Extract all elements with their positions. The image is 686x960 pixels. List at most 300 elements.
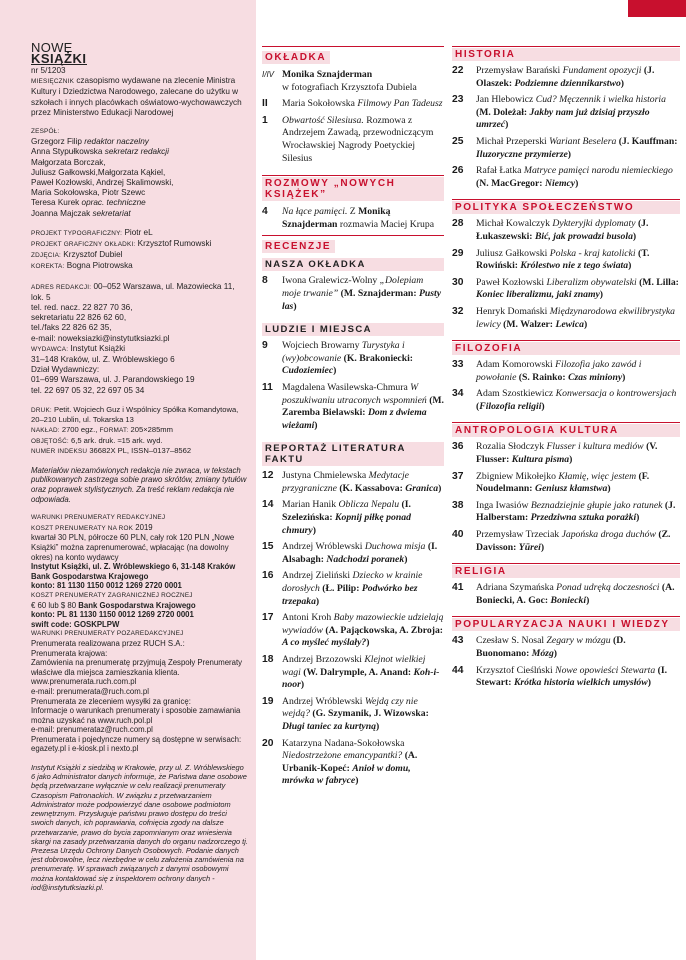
credit-label: PROJEKT TYPOGRAFICZNY: <box>31 229 123 237</box>
member-name: Juliusz Gałkowski,Małgorzata Kąkiel, <box>31 167 166 177</box>
team-list <box>31 137 248 219</box>
reviewed-author: (M. Lilla: <box>636 276 679 288</box>
article-title: W poszukiwaniu utraconych wspomnień <box>282 381 427 406</box>
toc-entry[interactable] <box>452 94 680 132</box>
reviewed-author: (Z. Davisson: <box>476 529 671 553</box>
reviewed-author: (J. Kauffman: <box>616 135 678 147</box>
magazine-logo: NOWE KSIĄŻKI <box>31 40 87 66</box>
reviewed-book-title: Podwórko bez trzepaka <box>282 583 418 607</box>
entry-text <box>476 65 680 90</box>
entry-text <box>282 382 444 432</box>
reviewer-name: Adriana Szymańska <box>476 582 557 594</box>
external-subscription-line: Prenumerata ze zleceniem wysyłki za granicę: <box>31 696 191 706</box>
entry-text-part: Z <box>347 206 359 218</box>
disclaimer: Materiałów niezamówionych redakcja nie zwraca, w tekstach publikowanych zastrzega sobie prawo skrótów, zmiany tytułów oraz poprawek stylistycznych. Za treść reklam redakcja nie odpowiada. <box>31 465 247 504</box>
reviewed-book-title: A co myśleć myślały? <box>282 637 367 649</box>
toc-entry[interactable] <box>452 500 680 525</box>
article-title: Klejnot wielkiej wagi <box>282 654 426 678</box>
entry-text <box>476 529 680 554</box>
page-number: 4 <box>262 206 268 218</box>
reviewed-author: (M. Walzer: <box>500 318 556 330</box>
reviewed-author: (K. Kassabova: <box>336 482 406 494</box>
section-heading: RELIGIA <box>452 565 680 578</box>
reviewed-book-title: Kultura pisma <box>511 454 570 466</box>
credit-label: PROJEKT GRAFICZNY OKŁADKI: <box>31 241 136 249</box>
closing-paren: ) <box>632 230 637 242</box>
section-rule <box>452 199 680 200</box>
article-title: Fundament opozycji <box>562 65 642 76</box>
entry-text <box>282 470 444 495</box>
credit-value: Bogna Piotrowska <box>64 261 133 271</box>
reviewed-book-title: Przedziwna sztuka porażki <box>530 512 637 524</box>
subsection-heading: NASZA OKŁADKA <box>262 258 444 271</box>
toc-entry[interactable] <box>262 115 444 165</box>
toc-entry[interactable] <box>452 306 680 331</box>
reviewed-author: (T. Rowiński: <box>476 247 650 272</box>
reviewed-author: (J. Łukaszewski: <box>476 218 649 242</box>
reviewer-name: Michał Kowalczyk <box>476 218 553 230</box>
closing-paren: ) <box>540 541 545 553</box>
article-title: Ponad udręką doczesności <box>556 582 660 594</box>
article-title: Cud? Męczennik i wielka historia <box>535 94 666 106</box>
page-number: 19 <box>262 695 274 707</box>
toc-entry[interactable] <box>262 206 444 231</box>
entry-text <box>476 94 680 132</box>
reviewed-author: (W. Dalrymple, A. Anand: <box>300 666 414 678</box>
page-number: II <box>262 98 268 110</box>
toc-entry[interactable] <box>452 471 680 496</box>
editorial-team: ZESPÓŁ: Grzegorz Filip redaktor naczelny Anna Stypułkowska sekretarz redakcji Małgorzata Borczak, Juliusz Gałkowski,Małgorzata Kąkiel, Paweł Kozłowski, Andrzej Skalimowski, Maria Sokołowska, Piotr Szewc Teresa Kurek oprac. techniczne Joanna Majczak sekretariat <box>31 127 248 219</box>
entry-text <box>476 306 680 331</box>
closing-paren: ) <box>300 679 305 691</box>
team-member <box>31 209 248 219</box>
article-title: Wejdą czy nie wejdą? <box>282 695 418 720</box>
reviewer-name: Rafał Łatka <box>476 165 524 177</box>
page-number: 20 <box>262 737 274 749</box>
toc-entry[interactable] <box>262 570 444 608</box>
page-number: 11 <box>262 381 273 393</box>
page-number: 8 <box>262 275 268 287</box>
entry-text <box>282 275 444 313</box>
closing-paren: ) <box>375 720 380 732</box>
external-subscription-line: Informacje o warunkach prenumeraty i sposobie zamawiania można uzyskać na www.ruch.pol.pl <box>31 706 241 725</box>
article-title: Wariant Beselera <box>549 135 617 147</box>
team-member <box>31 198 248 208</box>
article-title: Dykteryjki dyplomaty <box>552 218 636 230</box>
reviewer-name: Andrzej Wróblewski <box>282 541 365 553</box>
member-role: sekretarz redakcji <box>104 147 169 157</box>
closing-paren: ) <box>314 419 318 431</box>
closing-paren: ) <box>567 148 571 160</box>
team-member <box>31 147 248 157</box>
reviewed-author: (M. Zaremba Bielawski: <box>282 394 444 419</box>
reviewed-book-title: Geniusz kłamstwa <box>534 483 608 495</box>
closing-paren: ) <box>599 289 604 301</box>
email-link[interactable]: e-mail: noweksiazki@instytutksiazki.pl <box>31 333 170 343</box>
closing-paren: ) <box>607 483 611 495</box>
section-rule <box>262 46 444 47</box>
entry-text <box>476 582 680 607</box>
reviewer-name: Marian Hanik <box>282 499 339 511</box>
article-title: Obwartość Silesiusa. <box>282 114 364 126</box>
member-name: Paweł Kozłowski, Andrzej Skalimowski, <box>31 178 174 188</box>
toc-entry[interactable] <box>262 275 444 313</box>
reviewer-name: Przemysław Trzeciak <box>476 529 562 541</box>
section-rule <box>452 422 680 423</box>
article-title: Nowe opowieści Stewarta <box>555 664 656 676</box>
reviewed-book-title: Bić, jak prowadzi busola <box>534 230 633 242</box>
article-title: Japońska droga duchów <box>561 529 656 541</box>
external-subscription-line: e-mail: prenumerata@ruch.com.pl <box>31 686 149 696</box>
section-heading: HISTORIA <box>452 48 680 61</box>
page-number: 37 <box>452 470 464 482</box>
reviewed-author: (G. Szymanik, J. Wizowska: <box>309 708 429 720</box>
closing-paren: ) <box>366 637 370 649</box>
reviewed-book-title: Koniec liberalizmu, jaki znamy <box>476 289 600 301</box>
page-number: 34 <box>452 388 464 400</box>
reviewed-author: (I. Stewart: <box>476 664 668 689</box>
reviewer-name: Iwona Gralewicz-Wolny <box>282 275 380 287</box>
entry-text-part: w fotografiach Krzysztofa Dubiela <box>282 81 417 93</box>
entry-text-part: Rozmowa z Andrzejem Zawadą, przewodniczącym Wrocławskiej Nagrody Poetyckiej Silesius <box>282 114 434 164</box>
reviewed-author: (I. Alsabagh: <box>282 541 438 565</box>
reviewed-book-title: Nadchodzi poranek <box>326 553 405 565</box>
subsection-heading: LUDZIE I MIEJSCA <box>262 323 444 336</box>
reviewed-book-title: Podziemne dziennikarstwo <box>514 77 621 89</box>
section-rule <box>262 235 444 236</box>
toc-entry[interactable] <box>452 388 680 413</box>
page-number: 43 <box>452 635 464 647</box>
closing-paren: ) <box>586 594 590 606</box>
page-number: 28 <box>452 218 464 230</box>
toc-entry[interactable] <box>262 98 444 111</box>
reviewer-name: Czesław S. Nosal <box>476 635 547 647</box>
reviewed-book-title: Yūrei <box>518 541 541 553</box>
reviewed-author: (N. MacGregor: <box>476 177 545 189</box>
article-title: Konwersacja o kontrowersjach <box>555 388 677 400</box>
reviewed-author: (A. Boniecki, A. Goc: <box>476 582 675 606</box>
page-number: 25 <box>452 135 464 147</box>
credit-value: Piotr eL <box>122 227 153 237</box>
magazine-description: MIESIĘCZNIK czasopismo wydawane na zlecenie Ministra Kultury i Dziedzictwa Narodowego, zalecane do użytku w szkołach i innych placówkach oświatowo-wychowawczych przez Ministerstwo Edukacji Narodowej <box>31 76 242 117</box>
reviewed-book-title: Czas miniony <box>568 371 623 383</box>
reviewer-name: Adam Szostkiewicz <box>476 388 556 400</box>
reviewer-name: Krzysztof Cieślński <box>476 664 556 676</box>
interviewee-name: Moniką Sznajderman <box>282 206 391 230</box>
page-number: 23 <box>452 94 464 106</box>
reviewed-book-title: Iluzoryczne przymierze <box>476 148 568 160</box>
article-title: Turystyka i (wy)obcowanie <box>282 340 405 364</box>
article-title: Kłamię, więc jestem <box>558 470 637 482</box>
page-number: 1 <box>262 114 268 126</box>
reviewed-author: (Ł. Pilip: <box>319 583 362 595</box>
external-subscription <box>31 639 248 754</box>
author-name: Monika Sznajderman <box>282 69 373 80</box>
page-number: 12 <box>262 470 274 482</box>
toc-entry[interactable] <box>452 136 680 161</box>
page-number: 36 <box>452 441 464 453</box>
page-number: 18 <box>262 654 274 665</box>
entry-text <box>476 635 680 660</box>
external-subscription-line: Zamówienia na prenumeratę przyjmują Zespoły Prenumeraty właściwe dla miejsca zamieszkania klienta. <box>31 658 243 677</box>
entry-text <box>476 441 680 466</box>
closing-paren: ) <box>553 648 558 659</box>
member-name: Teresa Kurek <box>31 198 82 208</box>
toc-entry[interactable] <box>262 541 444 566</box>
page-number: 26 <box>452 165 464 177</box>
reviewed-author: (J. Halberstam: <box>476 499 676 524</box>
member-role: redaktor naczelny <box>84 137 149 147</box>
credit-line <box>31 228 248 239</box>
closing-paren: ) <box>333 365 337 377</box>
closing-paren: ) <box>575 177 579 189</box>
toc-entry[interactable] <box>262 470 444 495</box>
credit-line <box>31 239 248 250</box>
page-number: 14 <box>262 499 274 511</box>
entry-text <box>282 115 444 165</box>
external-subscription-line: e-mail: prenumerataz@ruch.com.pl <box>31 725 153 735</box>
reviewed-book-title: Królestwo nie z tego świata <box>520 260 629 272</box>
reviewer-name: Adam Komorowski <box>476 359 556 371</box>
reviewer-name: Andrzej Zieliński <box>282 570 353 582</box>
team-member <box>31 137 248 147</box>
reviewer-name: Antoni Kroh <box>282 612 334 624</box>
member-name: Małgorzata Borczak, <box>31 157 106 167</box>
team-member <box>31 168 248 178</box>
entry-text <box>476 277 680 302</box>
reviewed-book-title: Długi taniec za kurtyną <box>282 720 376 732</box>
toc-entry[interactable] <box>262 340 444 378</box>
reviewed-author: (V. Flusser: <box>476 441 658 466</box>
reviewed-author: (J. Olaszek: <box>476 65 655 89</box>
article-title: Oblicza Nepalu <box>338 499 400 511</box>
closing-paren: ) <box>647 677 651 689</box>
entry-text <box>282 98 444 111</box>
toc-entry[interactable] <box>452 277 680 302</box>
reviewer-name: Justyna Chmielewska <box>282 470 369 482</box>
reviewer-name: Magdalena Wasilewska-Chmura <box>282 381 411 393</box>
reviewed-author: (M. Sznajderman: <box>338 287 419 299</box>
page-number: 32 <box>452 305 464 317</box>
entry-text <box>282 340 444 378</box>
reviewed-author: (S. Rainko: <box>516 371 569 383</box>
reviewer-name: Zbigniew Mikołejko <box>476 470 559 482</box>
page-number: 33 <box>452 359 464 371</box>
reviewed-book-title: Lewica <box>555 318 584 330</box>
credit-label: ZDJĘCIA: <box>31 252 62 260</box>
article-title: Baby mazowieckie udzielają wywiadów <box>282 612 444 636</box>
reviewed-book-title: Kopnij piłkę ponad chmury <box>282 512 411 536</box>
subscription-info: WARUNKI PRENUMERATY REDAKCYJNEJ KOSZT PRENUMERATY NA ROK 2019 kwartał 30 PLN, półrocze 60 PLN, cały rok 120 PLN „Nowe Książki” można zaprenumerować, wpłacając (na dowolny okres) na konto wydawcy Instytut Książki, ul. Z. Wróblewskiego 6, 31-148 Kraków Bank Gospodarstwa Krajowego konto: 81 1130 1150 0012 1269 2720 0001 KOSZT PRENUMERATY ZAGRANICZNEJ ROCZNEJ € 60 lub $ 80 Bank Gospodarstwa Krajowego konto: PL 81 1130 1150 0012 1269 2720 0001 swift code: GOSKPLPW WARUNKI PRENUMERATY POZAREDAKCYJNEJ Prenumerata realizowana przez RUCH S.A.: Prenumerata krajowa: Zamówienia na prenumeratę przyjmują Zespoły Prenumeraty właściwe dla miejsca zamieszkania klienta. www.prenumerata.ruch.com.pl e-mail: prenumerata@ruch.com.pl Prenumerata ze zleceniem wysyłki za granicę: Informacje o warunkach prenumeraty i sposobie zamawiania można uzyskać na www.ruch.pol.pl e-mail: prenumerataz@ruch.com.pl Prenumerata i pojedyncze numery są dostępne w serwisach: egazety.pl i e-kiosk.pl i nexto.pl <box>31 513 248 754</box>
toc-entry[interactable] <box>452 248 680 273</box>
credit-label: KOREKTA: <box>31 263 65 271</box>
toc-entry[interactable] <box>452 359 680 384</box>
credits <box>31 228 248 273</box>
entry-text <box>282 738 444 788</box>
closing-paren: ) <box>620 77 625 89</box>
reviewer-name: Andrzej Brzozowski <box>282 654 365 665</box>
reviewed-book-title: Cudoziemiec <box>282 365 334 377</box>
reviewed-author: (A. Pająckowska, A. Zbroja: <box>322 624 444 636</box>
toc-entry[interactable] <box>452 165 680 190</box>
toc-entry[interactable] <box>262 382 444 432</box>
article-title: Filmowy Pan Tadeusz <box>357 98 443 110</box>
section-rule <box>262 175 444 176</box>
entry-text <box>282 612 444 650</box>
entry-text <box>476 665 680 690</box>
entry-text <box>282 499 444 537</box>
reviewed-book-title: Koh-i-noor <box>282 666 440 691</box>
article-title: Na łące pamięci. <box>282 206 348 218</box>
section-heading: POPULARYZACJA NAUKI I WIEDZY <box>452 618 680 631</box>
article-title: Zegary w mózgu <box>546 635 611 647</box>
section-rule <box>452 46 680 47</box>
page-number: 38 <box>452 499 464 511</box>
credit-value: Krzysztof Rumowski <box>135 239 212 249</box>
reviewer-name: Jan Hlebowicz <box>476 94 536 106</box>
team-member <box>31 178 248 188</box>
closing-paren: ) <box>505 119 509 131</box>
page-number: 17 <box>262 612 274 624</box>
entry-text <box>476 136 680 161</box>
reviewed-book-title: Jakby nam już dzisiaj przyszło umrzeć <box>476 106 650 131</box>
credit-value: Krzysztof Dubiel <box>61 250 123 260</box>
reviewed-author: (F. Noudelmann: <box>476 470 650 495</box>
page-number: 22 <box>452 65 464 76</box>
toc-entry[interactable] <box>262 612 444 650</box>
entry-text <box>476 248 680 273</box>
page-number: 9 <box>262 340 268 352</box>
entry-text <box>282 541 444 566</box>
reviewed-book-title: Niemcy <box>544 177 576 189</box>
credit-line <box>31 250 248 261</box>
closing-paren: ) <box>583 318 588 330</box>
external-subscription-line: Prenumerata i pojedyncze numery są dostępne w serwisach: egazety.pl i e-kiosk.pl i nexto.pl <box>31 734 242 754</box>
reviewed-author: (I. Szelezińska: <box>282 499 411 524</box>
article-title: Flusser i kultura mediów <box>546 441 644 453</box>
subsection-heading: REPORTAŻ LITERATURA FAKTU <box>262 442 444 466</box>
closing-paren: ) <box>636 512 640 524</box>
external-subscription-line: Prenumerata realizowana przez RUCH S.A.: <box>31 638 185 648</box>
toc-entry[interactable] <box>262 696 444 734</box>
reviewed-book-title: Dom z dwiema wieżami <box>282 407 427 431</box>
section-heading: OKŁADKA <box>262 51 330 64</box>
reviewed-author: (K. Brakoniecki: <box>341 352 414 364</box>
reviewer-name: Rozalia Słodczyk <box>476 441 547 453</box>
closing-paren: ) <box>628 260 632 272</box>
address-block: ADRES REDAKCJI: 00–052 Warszawa, ul. Mazowiecka 11, lok. 5 tel. red. nacz. 22 827 70 36, sekretariatu 22 826 62 60, tel./faks 22 826 62 35, e-mail: noweksiazki@instytutksiazki.pl WYDAWCA: Instytut Książki 31–148 Kraków, ul. Z. Wróblewskiego 6 Dział Wydawniczy: 01–699 Warszawa, ul. J. Parandowskiego 19 tel. 22 697 05 32, 22 697 05 34 <box>31 282 248 396</box>
closing-paren: ) <box>315 595 320 607</box>
toc-entry[interactable] <box>452 218 680 243</box>
article-title: Dziecko w krainie dorosłych <box>282 570 423 595</box>
reviewer-name: Juliusz Gałkowski <box>476 247 550 259</box>
reviewed-book-title: Filozofia religii <box>479 400 542 412</box>
reviewed-book-title: Pusty las <box>282 287 442 312</box>
section-heading: POLITYKA SPOŁECZEŃSTWO <box>452 201 680 214</box>
toc-entry[interactable] <box>452 65 680 90</box>
page-number: 30 <box>452 276 464 288</box>
entry-text <box>476 165 680 190</box>
reviewer-name: Katarzyna Nadana-Sokołowska <box>282 737 405 749</box>
entry-text-part: Maria Sokołowska <box>282 98 358 110</box>
team-member <box>31 188 248 198</box>
member-role: oprac. techniczne <box>81 198 146 208</box>
credit-line <box>31 261 248 272</box>
toc-entry[interactable] <box>452 529 680 554</box>
page-number: 41 <box>452 582 464 594</box>
reviewer-name: Andrzej Wróblewski <box>282 695 365 707</box>
entry-text <box>476 500 680 525</box>
issue-number: nr 5/1203 <box>31 66 66 75</box>
section-rule <box>452 340 680 341</box>
article-title: Duchowa misja <box>364 541 426 553</box>
data-protection-notice: Instytut Książki z siedzibą w Krakowie, przy ul. Z. Wróblewskiego 6 jako Administrator danych informuje, że Państwa dane osobowe będą przetwarzane wyłącznie w celu realizacji prenumeraty Czasopism Patronackich. W związku z przetwarzaniem Administrator może podpowierzyć dane osobowe podmiotom zewnętrznym. Przysługuje państwu prawo dostępu do treści swoich danych, ich poprawiania, cofnięcia zgody na dalsze przetwarzanie, prawo do bycia zapomnianym oraz wniesienia skargi na zasady przetwarzania danych do organu nadzorczego tj. Prezesa Urzędu Ochrony Danych Osobowych. Podanie danych jest dobrowolne, lecz niezbędne w celu założenia zamówienia na prenumeratę. W sprawach związanych z danymi osobowymi można kontaktować się z inspektorem ochrony danych - iod@instytutksiazki.pl. <box>31 763 248 892</box>
toc-entry[interactable] <box>452 665 680 690</box>
entry-text-part: rozmawia Maciej Krupa <box>337 218 435 230</box>
reviewed-author: ( <box>476 400 480 412</box>
corner-tab <box>628 0 686 17</box>
section-heading: RECENZJE <box>262 240 335 253</box>
toc-entry[interactable] <box>452 635 680 660</box>
article-title: Liberalizm obywatelski <box>546 276 637 288</box>
closing-paren: ) <box>438 482 442 494</box>
member-name: Anna Stypułkowska <box>31 147 105 157</box>
member-role: sekretariat <box>92 208 131 218</box>
page-number: 16 <box>262 570 274 582</box>
reviewed-book-title: Krótka historia wielkich umysłów <box>513 677 648 689</box>
print-info: DRUK: Petit. Wojciech Guz i Wspólnicy Spółka Komandytowa, 20–210 Lublin, ul. Tokarska 13 NAKŁAD: 2700 egz., FORMAT: 205×285mm OBJĘTOŚĆ: 6,5 ark. druk. ≈15 ark. wyd. NUMER INDEKSU 36682X PL, ISSN–0137–8562 <box>31 404 239 456</box>
page-number: 29 <box>452 247 464 259</box>
article-title: Medytacje przygraniczne <box>282 470 409 494</box>
team-member <box>31 158 248 168</box>
toc-entry[interactable] <box>262 654 444 692</box>
toc-column-right <box>452 42 680 690</box>
reviewed-book-title: Anioł w domu, mrówka w fabryce <box>282 762 411 787</box>
entry-text <box>476 359 680 384</box>
reviewed-author: (M. Doleżał: <box>476 106 530 118</box>
external-subscription-line: www.prenumerata.ruch.com.pl <box>31 677 137 687</box>
article-title: „Dolepiam moje trwanie” <box>282 275 424 299</box>
member-name: Grzegorz Filip <box>31 137 85 147</box>
entry-text <box>476 388 680 413</box>
reviewed-book-title: Granica <box>405 482 439 494</box>
masthead-panel <box>0 0 256 960</box>
toc-entry[interactable] <box>452 441 680 466</box>
section-heading: ROZMOWY „NOWYCH KSIĄŻEK” <box>262 177 444 201</box>
entry-text <box>282 69 444 94</box>
toc-entry[interactable] <box>262 69 444 94</box>
entry-text <box>282 206 444 231</box>
page-number: 40 <box>452 529 464 541</box>
reviewed-author: (A. Urbanik-Kopeć: <box>282 750 418 774</box>
page-number: 15 <box>262 541 274 553</box>
external-subscription-line: Prenumerata krajowa: <box>31 648 108 658</box>
closing-paren: ) <box>622 371 626 383</box>
article-title: Beznadziejnie głupie jako ratunek <box>530 499 663 511</box>
closing-paren: ) <box>312 524 316 536</box>
reviewer-name: Wojciech Browarny <box>282 340 362 352</box>
closing-paren: ) <box>541 400 545 412</box>
toc-entry[interactable] <box>262 738 444 788</box>
closing-paren: ) <box>404 553 408 565</box>
section-rule <box>452 616 680 617</box>
entry-text <box>476 218 680 243</box>
article-title: Niedostrzeżone emancypantki? <box>282 750 403 762</box>
toc-entry[interactable] <box>452 582 680 607</box>
reviewed-author: (D. Buonomano: <box>476 635 626 659</box>
entry-text <box>282 570 444 608</box>
toc-entry[interactable] <box>262 499 444 537</box>
